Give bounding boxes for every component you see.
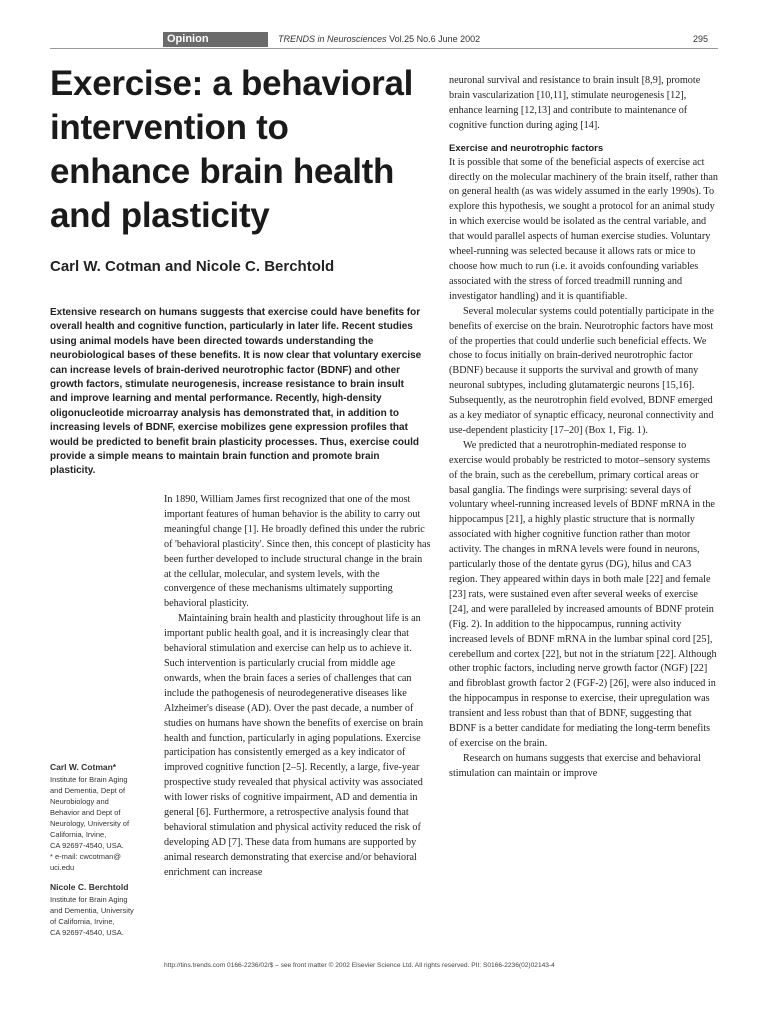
affiliation-line: Neurobiology and	[50, 797, 109, 806]
affiliation-line: California, Irvine,	[50, 830, 107, 839]
affiliation-name: Carl W. Cotman*	[50, 762, 117, 772]
journal-info	[278, 34, 480, 44]
affiliation-line: Behavior and Dept of	[50, 808, 121, 817]
body-paragraph: We predicted that a neurotrophin-mediated response to exercise would probably be restricted to motor–sensory systems of the brain, such as the cerebellum, primary cortical areas or basal ganglia. The findings were surprising: several days of voluntary wheel-running increased levels of BDNF mRNA in the hippocampus [21], a highly plastic structure that is normally associated with higher cognitive function rather than motor activity. The changes in mRNA levels were found in neurons, particularly those of the dentate gyrus (DG), hilus and CA3 region. They appeared within days in both male [22] and female [23] rats, were sustained even after several weeks of exercise [24], and were paralleled by increased amounts of BDNF protein (Fig. 2). In addition to the hippocampus, running activity increased levels of BDNF mRNA in the lumbar spinal cord [25], cerebellum and cortex [22], but not in the striatum [22]. Although other trophic factors, including nerve growth factor (NGF) [22] and fibroblast growth factor 2 (FGF-2) [26], were also induced in the hippocampus in response to exercise, their upregulation was transient and less robust than that of BDNF, suggesting that BDNF is a better candidate for mediating the long-term benefits of exercise on the brain.	[449, 439, 717, 749]
affiliation-line: and Dementia, Dept of	[50, 786, 126, 795]
abstract: Extensive research on humans suggests that exercise could have benefits for overall health and cognitive function, particularly in later life. Recent studies using animal models have been directed towards understanding the neurobiological bases of these benefits. It is now clear that voluntary exercise can increase levels of brain-derived neurotrophic factor (BDNF) and other growth factors, stimulate neurogenesis, increase resistance to brain insult and improve learning and mental performance. Recently, high-density oligonucleotide microarray analysis has demonstrated that, in addition to increasing levels of BDNF, exercise mobilizes gene expression profiles that would be predicted to benefit brain plasticity processes. Thus, exercise could provide a simple means to maintain brain function and promote brain plasticity.	[50, 307, 422, 477]
journal-details: Vol.25 No.6 June 2002	[389, 34, 481, 44]
section-tag: Opinion	[163, 32, 268, 47]
affiliation-line: CA 92697-4540, USA.	[50, 928, 124, 937]
article-authors: Carl W. Cotman and Nicole C. Berchtold	[50, 258, 335, 275]
body-column-middle	[164, 493, 432, 881]
body-paragraph: Research on humans suggests that exercise and behavioral stimulation can maintain or improve	[449, 752, 701, 779]
affiliation-line: Institute for Brain Aging	[50, 775, 128, 784]
body-paragraph: It is possible that some of the beneficial aspects of exercise act directly on the molecular machinery of the brain itself, rather than on general health (as was widely assumed in the early 1990s). To explore this hypothesis, we sought a protocol for an animal study in which exercise would be isolated as the central variable, and that would parallel aspects of human exercise studies. Voluntary wheel-running was selected because it allows rats or mice to choose how much to run (i.e. it avoids confounding variables associated with the stress of forced treadmill running and investigator handling) and it is quantifiable.	[449, 156, 719, 302]
affiliation-line: of California, Irvine,	[50, 917, 115, 926]
article-title: Exercise: a behavioral intervention to enhance brain health and plasticity	[50, 64, 414, 235]
affiliation-email: * e-mail: cwcotman@	[50, 852, 121, 861]
affiliation-cotman	[50, 762, 150, 873]
body-paragraph-continuation: neuronal survival and resistance to brain insult [8,9], promote brain vascularization [10,11], stimulate neurogenesis [12], enhance learning [12,13] and contribute to maintenance of cognitive function during aging [14].	[449, 75, 701, 131]
affiliation-name: Nicole C. Berchtold	[50, 882, 129, 892]
affiliation-email: uci.edu	[50, 863, 75, 872]
affiliation-line: CA 92697-4540, USA.	[50, 841, 124, 850]
header-divider	[50, 48, 718, 49]
affiliation-berchtold	[50, 882, 150, 938]
body-column-right	[449, 74, 719, 782]
journal-name: TRENDS in Neurosciences	[278, 34, 387, 44]
body-paragraph: In 1890, William James first recognized that one of the most important features of human behavior is the ability to carry out meaningful change [1]. He broadly defined this under the rubric of 'behavioral plasticity'. Since then, this concept of plasticity has been further developed to include structural change in the brain at the cellular, molecular, and system levels, with the convergence of these mechanisms ultimately supporting behavioral plasticity.	[164, 494, 431, 610]
body-paragraph: Maintaining brain health and plasticity throughout life is an important public health goal, and it is increasingly clear that behavioral stimulation and exercise can help us to achieve it. Such intervention is particularly crucial from middle age onwards, when the brain faces a series of challenges that can include the pathogenesis of neurodegenerative diseases like Alzheimer's disease (AD). Over the past decade, a number of studies on humans have shown the benefits of exercise on brain health and function, particularly in aging populations. Exercise participation has consistently emerged as a key indicator of improved cognitive function [2–5]. Recently, a large, five-year prospective study revealed that physical activity was associated with lower risks of cognitive impairment, AD and dementia in general [6]. Furthermore, a retrospective analysis found that behavioral stimulation and physical activity reduced the risk of developing AD [7]. These data from humans are supported by animal research demonstrating that exercise and/or behavioral enrichment can increase	[164, 613, 424, 878]
affiliation-line: Institute for Brain Aging	[50, 895, 128, 904]
section-heading: Exercise and neurotrophic factors	[449, 142, 604, 154]
affiliation-line: and Dementia, University	[50, 906, 134, 915]
footer-info: http://tins.trends.com 0166-2236/02/$ – see front matter © 2002 Elsevier Science Ltd. All rights reserved. PII: S0166-2236(02)02143-4	[164, 962, 555, 969]
affiliation-line: Neurology, University of	[50, 819, 130, 828]
body-paragraph: Several molecular systems could potentially participate in the benefits of exercise on the brain. Neurotrophic factors have most of the properties that could underlie such beneficial effects. We chose to focus initially on brain-derived neurotrophic factor (BDNF) because it supports the survival and growth of many neuronal subtypes, including glutamatergic neurons [15,16]. Subsequently, as the neurotrophin field evolved, BDNF emerged as a key mediator of synaptic efficacy, neuronal connectivity and use-dependent plasticity [17–20] (Box 1, Fig. 1).	[449, 305, 714, 436]
page-number: 295	[692, 34, 708, 44]
